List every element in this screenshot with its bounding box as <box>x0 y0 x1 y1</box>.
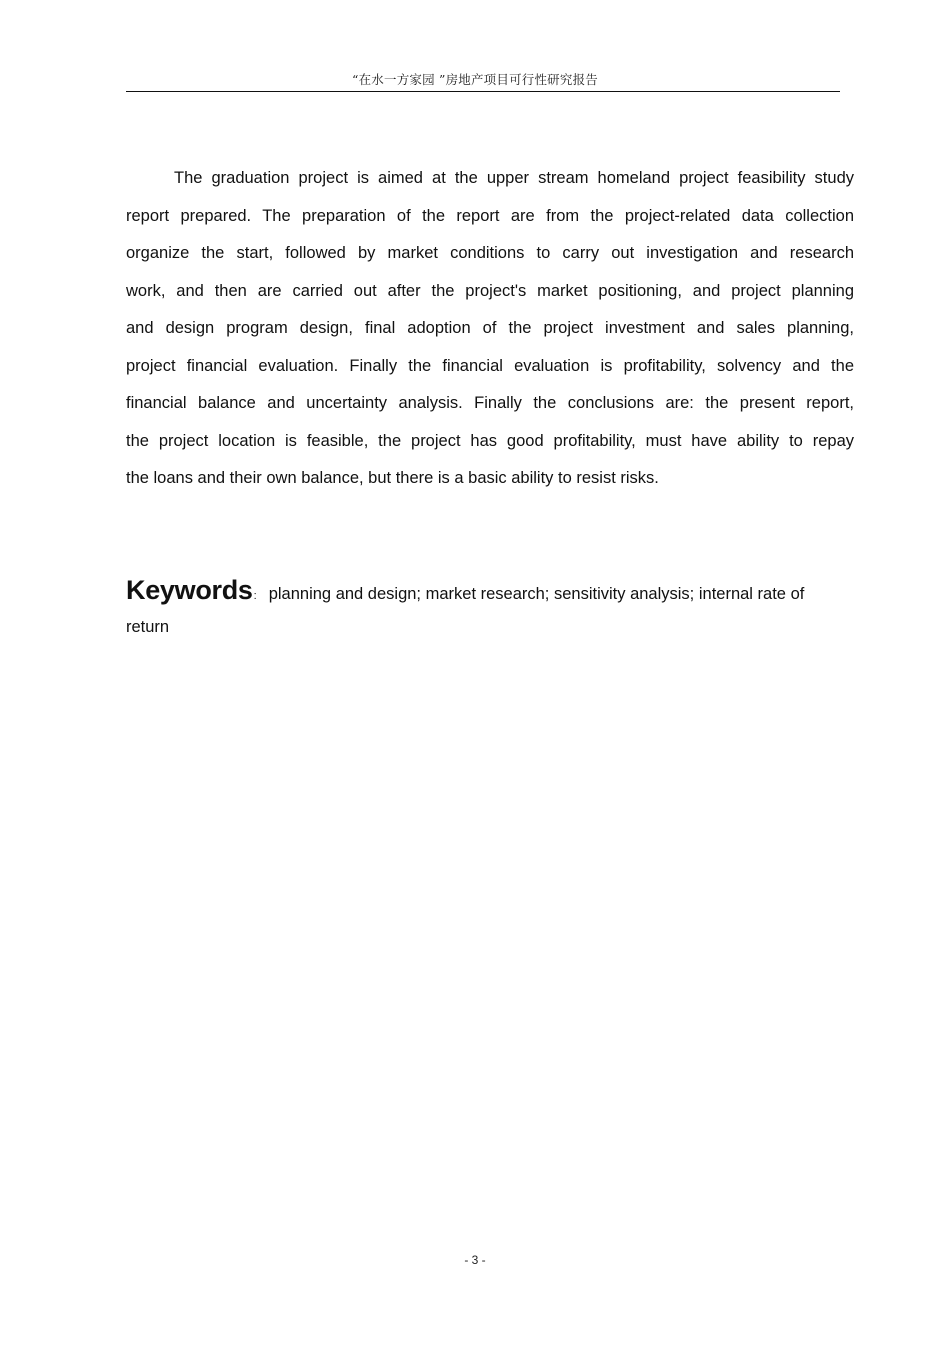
keywords-text: planning and design; market research; sensitivity analysis; internal rate of <box>268 585 805 603</box>
abstract-line: the loans and their own balance, but there is a basic ability to resist risks. <box>126 469 659 487</box>
keywords-section <box>126 575 854 637</box>
keywords-text-continued: return <box>126 618 170 636</box>
abstract-line: organize the start, followed by market conditions to carry out investigation and research <box>126 244 854 262</box>
abstract-line: and design program design, final adoption of the project investment and sales planning, <box>126 319 854 337</box>
abstract-paragraph <box>126 160 854 498</box>
abstract-line: financial balance and uncertainty analysis. Finally the conclusions are: the present report, <box>126 394 854 412</box>
abstract-line: the project location is feasible, the project has good profitability, must have ability to repay <box>126 431 854 450</box>
page-header-title: “在水一方家园 ”房地产项目可行性研究报告 <box>352 72 598 87</box>
keywords-label: Keywords <box>126 575 253 605</box>
abstract-line: work, and then are carried out after the project's market positioning, and project planning <box>126 281 854 300</box>
abstract-line: The graduation project is aimed at the upper stream homeland project feasibility study <box>174 169 854 187</box>
abstract-line: report prepared. The preparation of the report are from the project-related data collection <box>126 206 854 225</box>
keywords-row <box>126 575 854 617</box>
abstract-line: project financial evaluation. Finally the financial evaluation is profitability, solvency and the <box>126 356 854 375</box>
keywords-colon: : <box>253 590 257 602</box>
page-number: - 3 - <box>464 1253 486 1267</box>
header-divider <box>126 91 840 92</box>
